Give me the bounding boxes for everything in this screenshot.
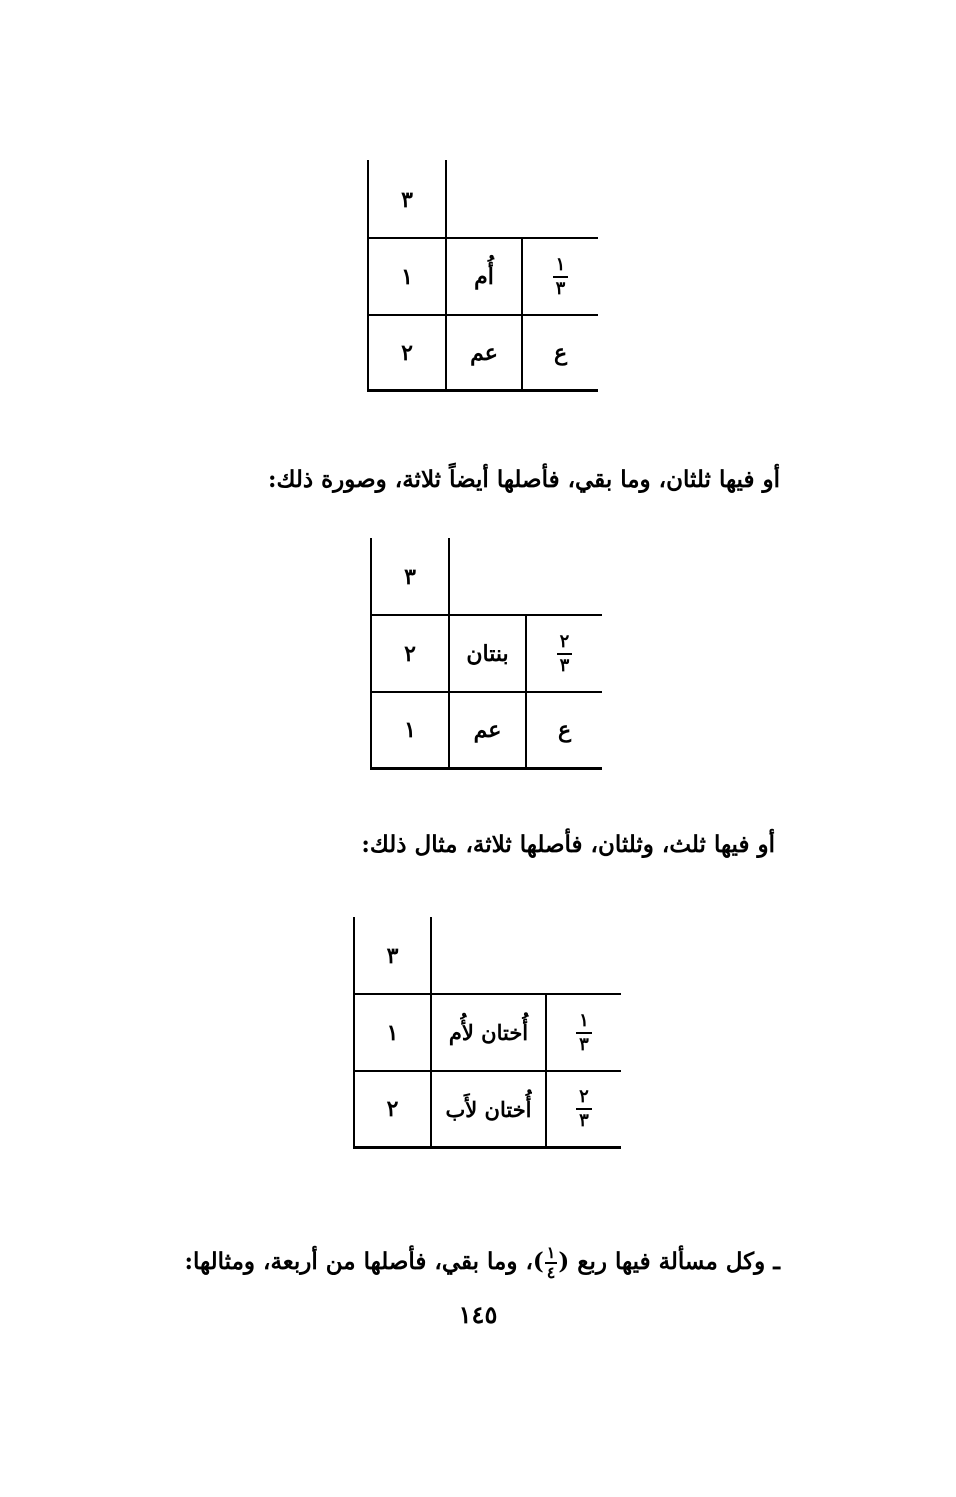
paragraph-3-end: )، وما بقي، فأصلها من أربعة، ومثالها:: [184, 1248, 544, 1275]
paragraph-3: [185, 1245, 780, 1281]
paragraph-2: أو فيها ثلث، وثلثان، فأصلها ثلاثة، مثال ذلك:: [361, 831, 775, 858]
table-base-number: ٣: [404, 564, 416, 590]
fraction-numerator: ١: [546, 1243, 556, 1262]
portion-cell: ١: [401, 263, 413, 290]
quarter-fraction: [545, 1245, 558, 1281]
fraction-numerator: ١: [579, 1009, 589, 1031]
heir-cell: عم: [470, 339, 498, 366]
paragraph-1: أو فيها ثلثان، وما بقي، فأصلها أيضاً ثلاثة، وصورة ذلك:: [267, 466, 780, 493]
share-cell: ع: [553, 339, 568, 366]
table-border: [370, 767, 602, 770]
share-fraction: [547, 1072, 621, 1146]
fraction-denominator: ٣: [553, 276, 569, 298]
portion-cell: ٢: [386, 1096, 399, 1122]
heir-cell: أُختان لأُم: [448, 1020, 529, 1045]
fraction-denominator: ٤: [546, 1263, 556, 1282]
fraction-denominator: ٣: [576, 1032, 592, 1054]
fraction-numerator: ١: [555, 253, 566, 275]
share-fraction: [523, 239, 598, 314]
page-number: ١٤٥: [458, 1300, 498, 1329]
fraction-denominator: ٣: [576, 1108, 592, 1130]
fraction-numerator: ٢: [559, 630, 570, 652]
heir-cell: عم: [473, 717, 502, 743]
portion-cell: ٢: [404, 640, 416, 667]
share-fraction: [547, 995, 621, 1070]
table-base-number: ٣: [386, 943, 399, 969]
heir-cell: أُم: [474, 263, 494, 290]
table-border: [367, 389, 598, 392]
share-cell: ع: [557, 717, 572, 743]
table-border: [353, 1146, 621, 1149]
share-fraction: [527, 616, 602, 691]
fraction-denominator: ٣: [557, 653, 573, 675]
portion-cell: ١: [386, 1019, 399, 1046]
table-base-number: ٣: [401, 186, 413, 213]
fraction-numerator: ٢: [579, 1086, 589, 1107]
portion-cell: ٢: [401, 339, 413, 366]
paragraph-3-start: ـ وكل مسألة فيها ربع (: [558, 1248, 780, 1275]
heir-cell: بنتان: [466, 640, 509, 667]
portion-cell: ١: [404, 717, 416, 743]
heir-cell: أُختان لأَب: [445, 1096, 532, 1122]
